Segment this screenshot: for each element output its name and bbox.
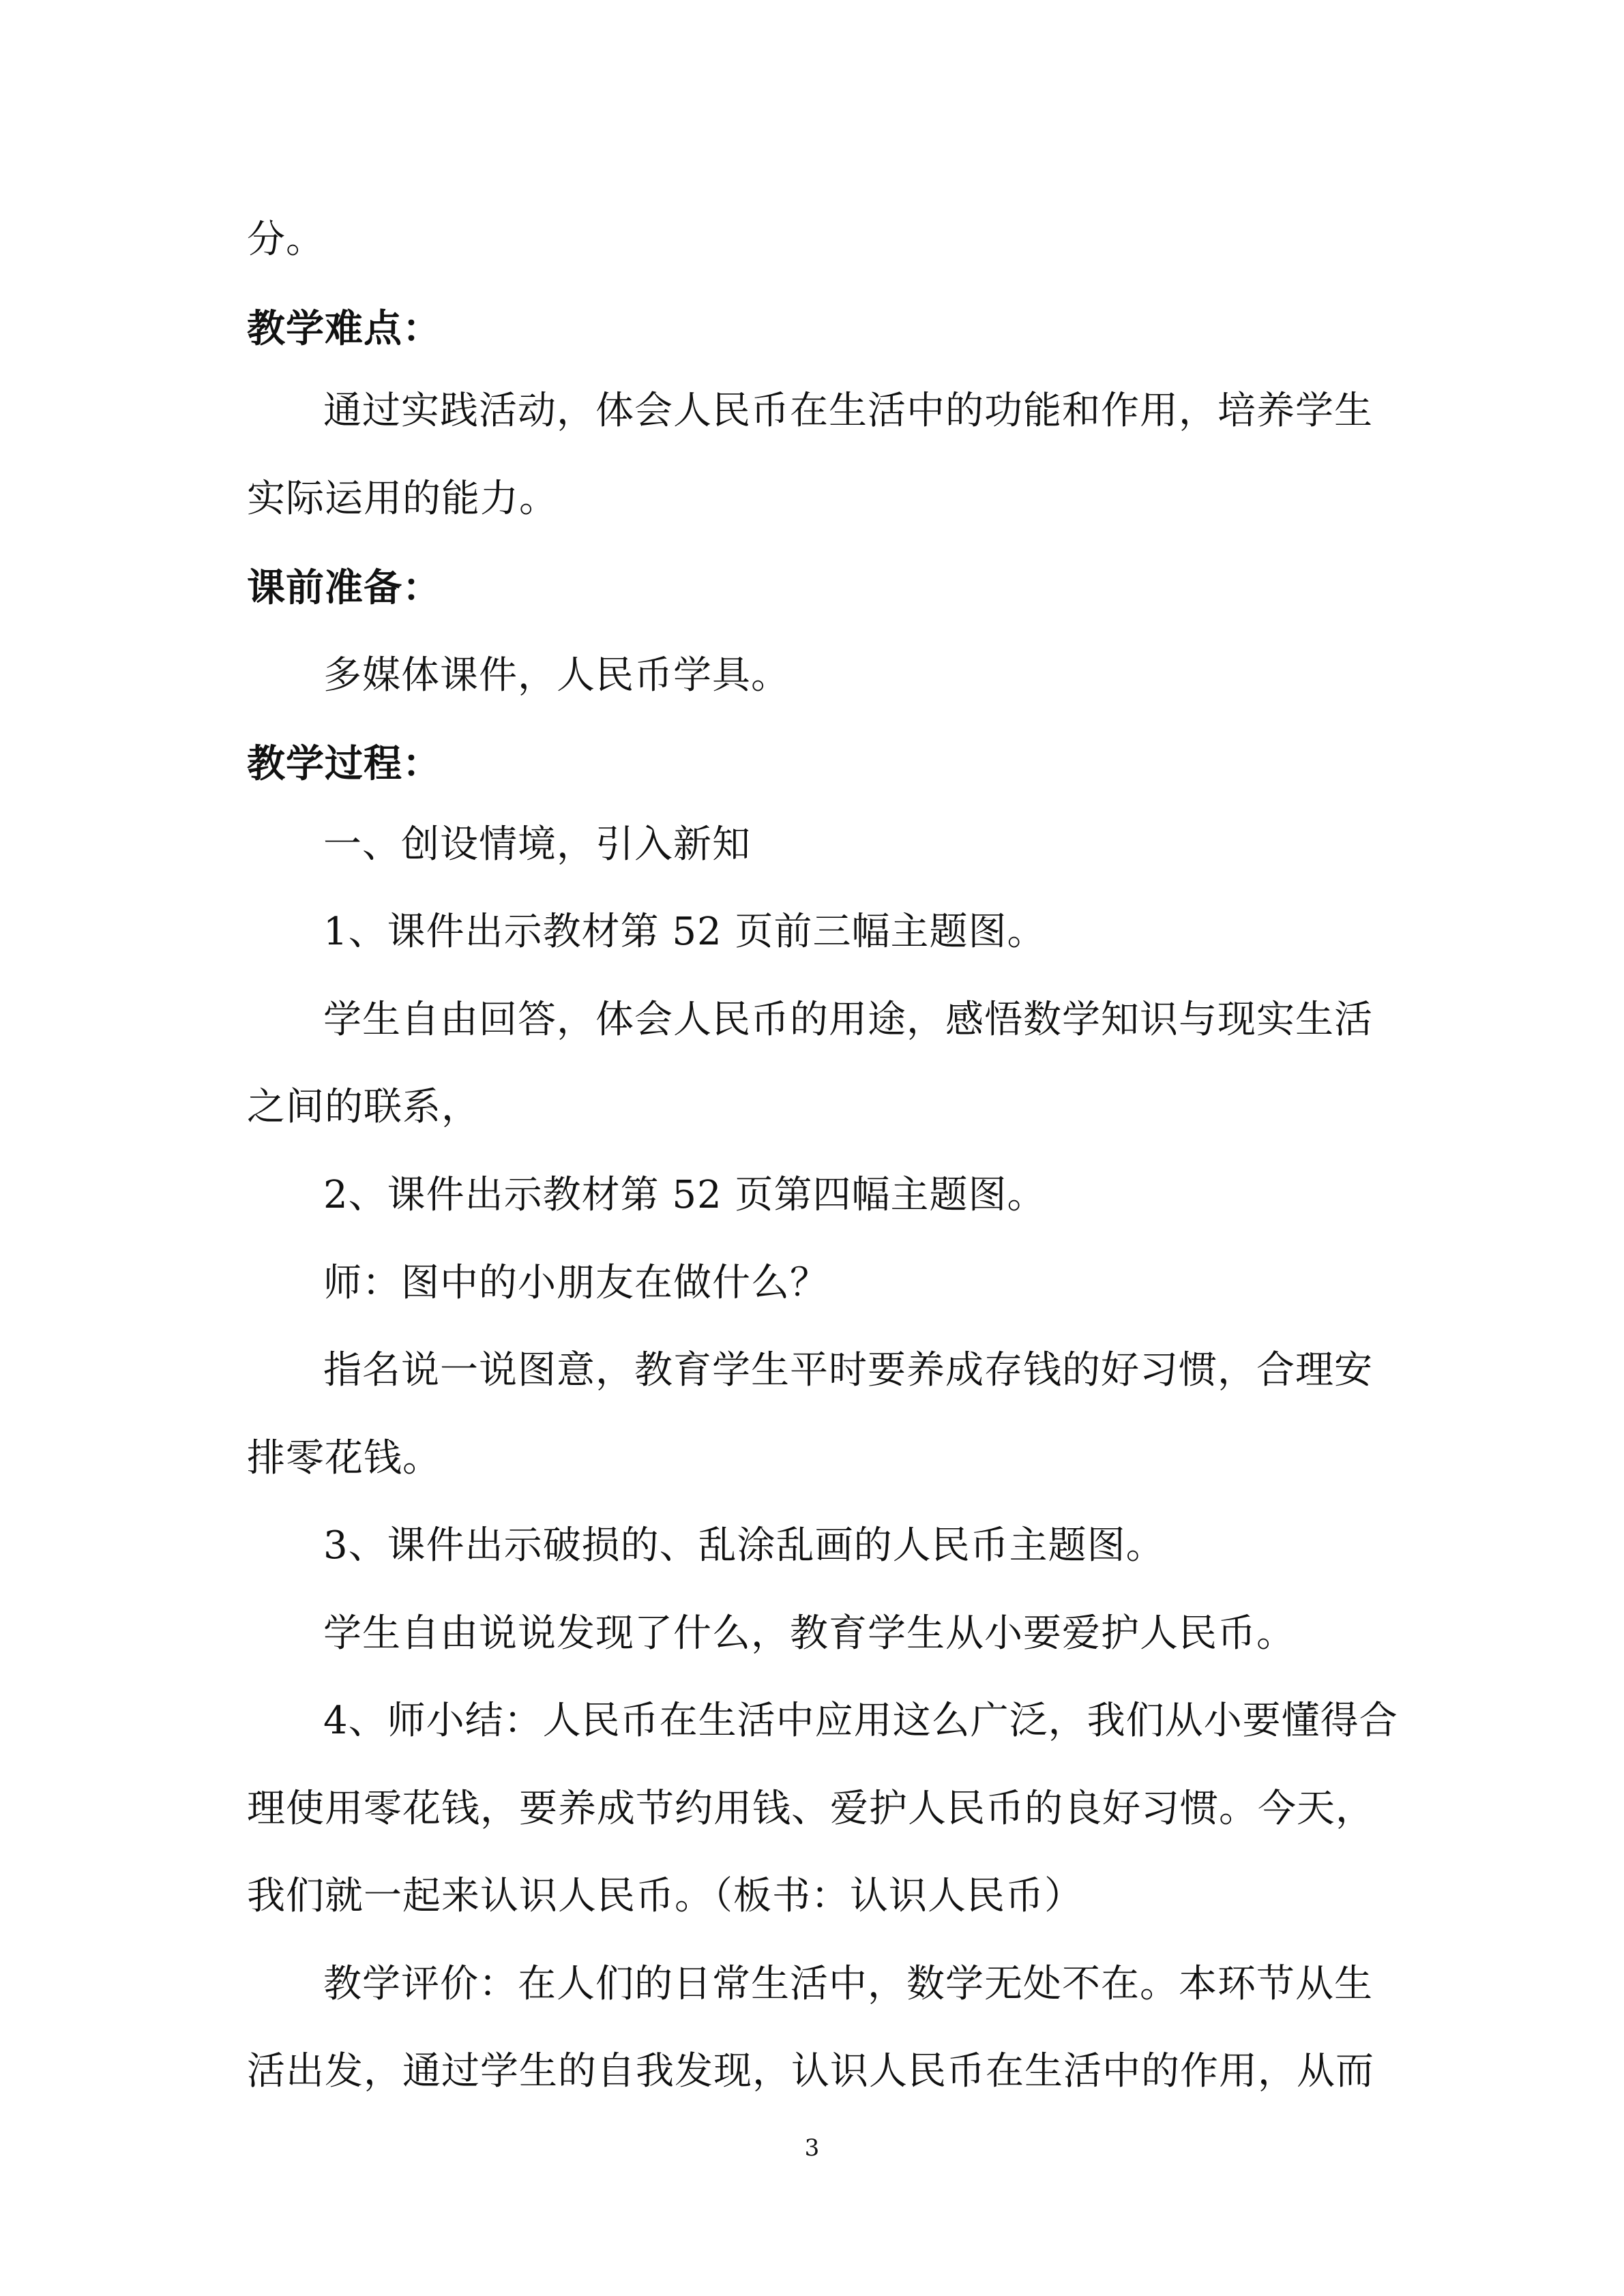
heading-teaching-process: 教学过程： [247,741,441,786]
paragraph-line: 实际运用的能力。 [247,477,558,521]
paragraph-line: 学生自由回答，体会人民币的用途，感悟数学知识与现实生活 [323,998,1373,1042]
heading-teaching-difficulties: 教学难点： [247,306,441,351]
paragraph-continuation: 分。 [247,218,325,262]
paragraph-line: 我们就一起来认识人民币。（板书：认识人民币） [247,1874,1083,1918]
paragraph-line: 理使用零花钱，要养成节约用钱、爱护人民币的良好习惯。今天， [247,1787,1374,1831]
paragraph-line: 多媒体课件，人民币学具。 [323,653,790,698]
paragraph-line: 教学评价：在人们的日常生活中，数学无处不在。本环节从生 [323,1962,1373,2006]
paragraph-line: 活出发，通过学生的自我发现，认识人民币在生活中的作用，从而 [247,2049,1374,2093]
list-item: 2、课件出示教材第 52 页第四幅主题图。 [323,1173,1046,1217]
list-item: 3、课件出示破损的、乱涂乱画的人民币主题图。 [323,1523,1165,1568]
paragraph-line: 师：图中的小朋友在做什么？ [323,1261,829,1305]
paragraph-line: 指名说一说图意，教育学生平时要养成存钱的好习惯，合理安 [323,1348,1373,1392]
paragraph-line: 排零花钱。 [247,1436,441,1480]
section-title: 一、创设情境，引入新知 [323,822,751,867]
list-item: 1、课件出示教材第 52 页前三幅主题图。 [323,910,1046,954]
list-item: 4、师小结：人民币在生活中应用这么广泛，我们从小要懂得合 [323,1699,1398,1743]
paragraph-line: 学生自由说说发现了什么，教育学生从小要爱护人民币。 [323,1611,1295,1656]
heading-preparation: 课前准备： [247,565,441,610]
page-number: 3 [804,2134,820,2162]
paragraph-line: 通过实践活动，体会人民币在生活中的功能和作用，培养学生 [323,389,1373,433]
paragraph-line: 之间的联系， [247,1085,480,1129]
